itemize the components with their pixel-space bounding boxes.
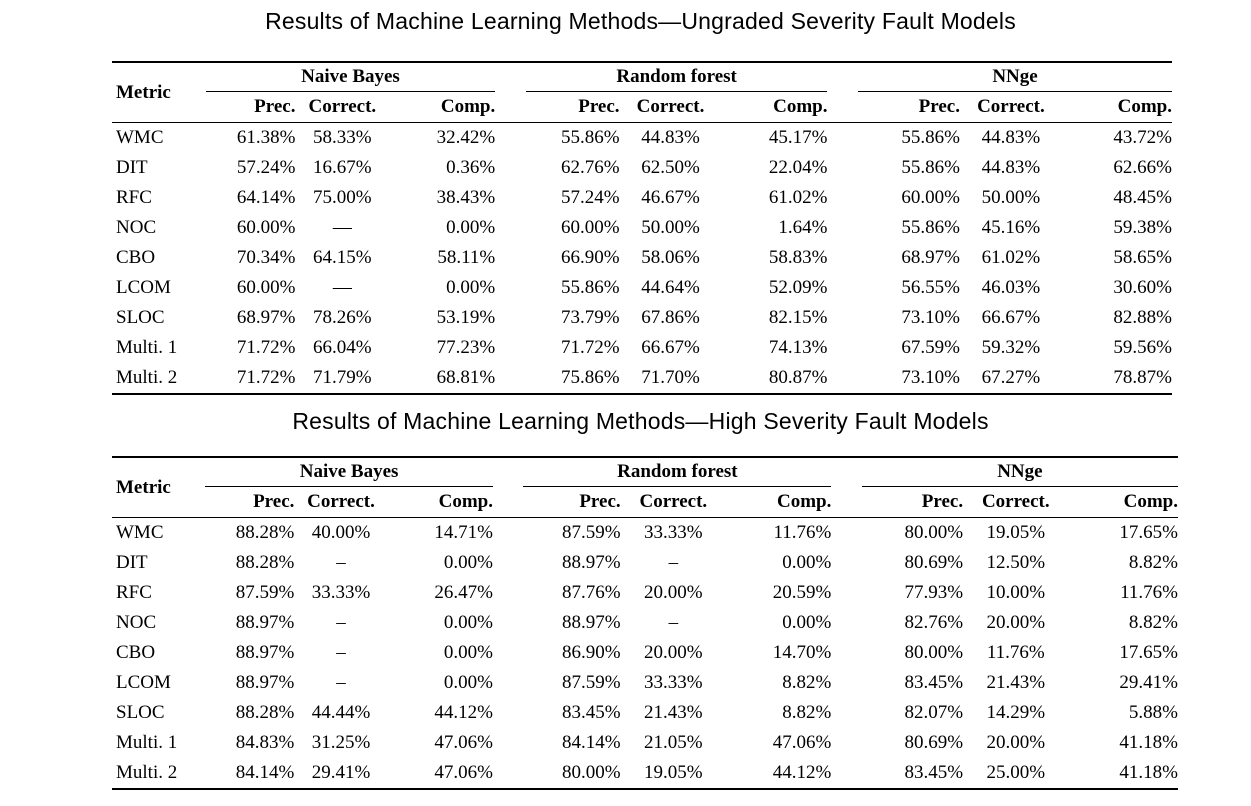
cell-rf-comp: 74.13% [768, 337, 828, 358]
high-severity-results-table [112, 456, 1178, 790]
cell-nb-comp: 68.81% [389, 363, 495, 394]
cell-nb-comp: 26.47% [434, 582, 493, 603]
cell-nnge-prec: 80.69% [904, 552, 964, 573]
cell-nb-correct: 75.00% [313, 187, 372, 208]
metric-name: SLOC [116, 702, 165, 723]
table-row [112, 243, 1172, 273]
cell-nnge-comp: 62.66% [1113, 157, 1172, 178]
cell-rf-comp: 45.17% [768, 127, 828, 148]
cell-nb-comp: 0.00% [443, 642, 493, 663]
cell-rf-correct: 21.43% [644, 702, 703, 723]
table-row [112, 183, 1172, 213]
cell-nnge-comp: 41.18% [1068, 758, 1178, 789]
cell-nb-comp: 14.71% [434, 522, 493, 543]
cell-rf-prec: 88.97% [562, 612, 621, 633]
cell-nnge-prec: 55.86% [901, 127, 960, 148]
cell-rf-prec: 62.76% [560, 157, 620, 178]
cell-rf-prec: 55.86% [560, 277, 620, 298]
subheader-correct: Correct. [621, 487, 726, 518]
cell-nnge-comp: 78.87% [1062, 363, 1172, 394]
cell-nnge-prec: 73.10% [901, 307, 960, 328]
cell-rf-correct: 67.86% [641, 307, 700, 328]
table1-title: Results of Machine Learning Methods—Ungraded Severity Fault Models [265, 8, 1016, 34]
cell-nb-comp: 0.00% [446, 277, 496, 298]
cell-nb-prec: 84.14% [205, 758, 294, 789]
cell-nb-comp: 44.12% [434, 702, 493, 723]
cell-nnge-prec: 82.07% [904, 702, 964, 723]
cell-rf-prec: 84.14% [562, 732, 621, 753]
table-row [112, 728, 1178, 758]
cell-nnge-comp: 17.65% [1119, 642, 1178, 663]
cell-nnge-prec: 77.93% [904, 582, 964, 603]
cell-nnge-prec: 68.97% [901, 247, 960, 268]
cell-nnge-correct: 61.02% [981, 247, 1041, 268]
cell-rf-comp: 11.76% [773, 522, 832, 543]
cell-nb-prec: 71.72% [236, 337, 296, 358]
cell-nb-correct: 44.44% [311, 702, 371, 723]
cell-rf-correct: – [668, 612, 679, 633]
cell-rf-comp: 0.00% [782, 552, 832, 573]
subheader-comp: Comp. [721, 92, 827, 123]
cell-nnge-correct: 44.83% [981, 157, 1041, 178]
cell-nb-correct: 78.26% [313, 307, 372, 328]
cell-rf-comp: 1.64% [778, 217, 828, 238]
cell-nb-prec: 70.34% [236, 247, 296, 268]
metric-name: Multi. 2 [112, 758, 205, 789]
cell-rf-prec: 86.90% [562, 642, 621, 663]
cell-nb-correct: – [336, 642, 346, 663]
cell-rf-prec: 88.97% [562, 552, 621, 573]
cell-nb-prec: 88.28% [235, 702, 295, 723]
cell-rf-correct: 33.33% [644, 522, 703, 543]
cell-nb-prec: 64.14% [236, 187, 296, 208]
cell-nb-prec: 60.00% [236, 277, 296, 298]
subheader-prec: Prec. [205, 487, 294, 518]
cell-nnge-prec: 56.55% [901, 277, 960, 298]
cell-rf-prec: 87.59% [562, 672, 621, 693]
metric-name: Multi. 2 [112, 363, 206, 394]
cell-nnge-prec: 73.10% [858, 363, 960, 394]
cell-rf-prec: 66.90% [560, 247, 620, 268]
cell-nb-comp: 32.42% [436, 127, 496, 148]
cell-rf-correct: 19.05% [621, 758, 726, 789]
group-header-random-forest: Random forest [523, 457, 831, 487]
cell-rf-comp: 47.06% [772, 732, 832, 753]
cell-nnge-prec: 55.86% [901, 157, 960, 178]
cell-nnge-comp: 8.82% [1128, 552, 1178, 573]
cell-nb-correct: 16.67% [313, 157, 372, 178]
metric-name: CBO [116, 642, 156, 663]
cell-nnge-comp: 17.65% [1119, 522, 1178, 543]
cell-nnge-comp: 29.41% [1119, 672, 1178, 693]
cell-nb-prec: 88.97% [235, 672, 295, 693]
cell-rf-comp: 58.83% [768, 247, 828, 268]
cell-nb-comp: 47.06% [434, 732, 493, 753]
metric-name: Multi. 1 [116, 732, 178, 753]
cell-rf-prec: 71.72% [560, 337, 620, 358]
cell-nnge-prec: 83.45% [904, 672, 964, 693]
cell-nb-prec: 60.00% [236, 217, 296, 238]
cell-rf-prec: 80.00% [523, 758, 620, 789]
subheader-prec: Prec. [858, 92, 960, 123]
cell-nnge-prec: 67.59% [901, 337, 960, 358]
metric-name: Multi. 1 [116, 337, 178, 358]
cell-nnge-correct: 66.67% [981, 307, 1041, 328]
group-header-random-forest: Random forest [526, 62, 828, 92]
cell-nnge-prec: 80.00% [904, 522, 964, 543]
table-row [112, 518, 1178, 549]
cell-rf-comp: 8.82% [782, 672, 832, 693]
cell-rf-correct: 20.00% [644, 642, 703, 663]
cell-nb-correct: – [336, 552, 346, 573]
group-header-nnge: NNge [862, 457, 1178, 487]
cell-rf-correct: 71.70% [620, 363, 722, 394]
metric-header: Metric [112, 457, 205, 518]
cell-nnge-prec: 83.45% [862, 758, 963, 789]
cell-nnge-comp: 48.45% [1113, 187, 1172, 208]
cell-nnge-correct: 50.00% [981, 187, 1041, 208]
table-row [112, 548, 1178, 578]
cell-nnge-comp: 59.56% [1113, 337, 1172, 358]
cell-nnge-correct: 67.27% [960, 363, 1062, 394]
cell-rf-comp: 8.82% [782, 702, 832, 723]
metric-name: DIT [116, 552, 148, 573]
cell-rf-comp: 0.00% [782, 612, 832, 633]
cell-nb-correct: 29.41% [294, 758, 387, 789]
cell-nb-prec: 71.72% [206, 363, 296, 394]
cell-nb-comp: 0.36% [446, 157, 496, 178]
cell-rf-comp: 44.12% [726, 758, 831, 789]
cell-nnge-comp: 43.72% [1113, 127, 1172, 148]
cell-nnge-comp: 41.18% [1119, 732, 1178, 753]
cell-nb-prec: 61.38% [236, 127, 296, 148]
cell-nb-correct: 33.33% [311, 582, 371, 603]
cell-nnge-correct: 12.50% [986, 552, 1046, 573]
cell-nnge-comp: 5.88% [1128, 702, 1178, 723]
cell-nnge-comp: 8.82% [1128, 612, 1178, 633]
metric-name: WMC [116, 127, 164, 148]
cell-nnge-comp: 11.76% [1120, 582, 1178, 603]
cell-nnge-correct: 20.00% [986, 612, 1046, 633]
cell-rf-comp: 52.09% [768, 277, 828, 298]
cell-nnge-correct: 59.32% [981, 337, 1041, 358]
cell-nnge-correct: 25.00% [963, 758, 1068, 789]
cell-nnge-prec: 82.76% [904, 612, 964, 633]
cell-rf-correct: 44.83% [641, 127, 700, 148]
cell-rf-correct: 20.00% [644, 582, 703, 603]
cell-rf-comp: 82.15% [768, 307, 828, 328]
subheader-correct: Correct. [963, 487, 1068, 518]
metric-name: LCOM [116, 277, 171, 298]
subheader-comp: Comp. [726, 487, 831, 518]
table-row [112, 638, 1178, 668]
cell-nnge-comp: 58.65% [1113, 247, 1172, 268]
cell-rf-prec: 55.86% [560, 127, 620, 148]
subheader-comp: Comp. [388, 487, 493, 518]
table2-title: Results of Machine Learning Methods—High Severity Fault Models [292, 408, 989, 434]
subheader-prec: Prec. [526, 92, 620, 123]
table-row [112, 273, 1172, 303]
cell-nb-prec: 68.97% [236, 307, 296, 328]
cell-rf-correct: 46.67% [641, 187, 700, 208]
cell-nnge-correct: 14.29% [986, 702, 1046, 723]
cell-nb-prec: 87.59% [235, 582, 295, 603]
cell-nnge-correct: 20.00% [986, 732, 1046, 753]
cell-nnge-comp: 30.60% [1113, 277, 1172, 298]
metric-name: NOC [116, 612, 157, 633]
cell-nnge-prec: 80.00% [904, 642, 964, 663]
cell-nb-comp: 0.00% [443, 672, 493, 693]
cell-nnge-correct: 46.03% [981, 277, 1041, 298]
cell-nnge-correct: 19.05% [986, 522, 1046, 543]
metric-name: RFC [116, 582, 152, 603]
cell-nb-comp: 38.43% [436, 187, 496, 208]
cell-nnge-correct: 44.83% [981, 127, 1041, 148]
table-row [112, 608, 1178, 638]
cell-rf-correct: 66.67% [641, 337, 700, 358]
cell-rf-correct: 44.64% [641, 277, 700, 298]
cell-nb-comp: 0.00% [443, 552, 493, 573]
cell-rf-prec: 57.24% [560, 187, 620, 208]
cell-nb-correct: 40.00% [311, 522, 371, 543]
cell-rf-comp: 80.87% [721, 363, 827, 394]
cell-nb-prec: 88.28% [235, 552, 295, 573]
cell-nnge-comp: 59.38% [1113, 217, 1172, 238]
cell-nb-comp: 53.19% [436, 307, 496, 328]
metric-name: LCOM [116, 672, 171, 693]
cell-nnge-correct: 10.00% [986, 582, 1046, 603]
subheader-correct: Correct. [620, 92, 722, 123]
cell-nb-correct: 66.04% [313, 337, 372, 358]
table-row [112, 698, 1178, 728]
cell-rf-prec: 83.45% [562, 702, 621, 723]
table-row [112, 213, 1172, 243]
cell-rf-correct: 58.06% [641, 247, 700, 268]
cell-nb-correct: – [336, 612, 346, 633]
cell-nb-prec: 88.97% [235, 642, 295, 663]
cell-nnge-comp: 82.88% [1113, 307, 1172, 328]
cell-rf-correct: 50.00% [641, 217, 700, 238]
metric-name: DIT [116, 157, 148, 178]
cell-nb-correct: 58.33% [313, 127, 372, 148]
cell-nb-correct: — [332, 277, 352, 298]
cell-nb-prec: 57.24% [236, 157, 296, 178]
table-row [112, 758, 1178, 789]
cell-nb-prec: 84.83% [235, 732, 295, 753]
cell-nb-comp: 47.06% [388, 758, 493, 789]
cell-rf-comp: 22.04% [768, 157, 828, 178]
cell-nb-correct: 31.25% [311, 732, 371, 753]
ungraded-severity-results-table [112, 61, 1172, 395]
metric-name: NOC [116, 217, 157, 238]
cell-nb-prec: 88.97% [235, 612, 295, 633]
cell-rf-comp: 61.02% [768, 187, 828, 208]
cell-nb-comp: 58.11% [437, 247, 496, 268]
cell-rf-correct: 21.05% [644, 732, 703, 753]
group-header-naive-bayes: Naive Bayes [206, 62, 495, 92]
cell-rf-prec: 60.00% [560, 217, 620, 238]
subheader-comp: Comp. [1068, 487, 1178, 518]
cell-rf-prec: 73.79% [560, 307, 620, 328]
cell-rf-prec: 87.76% [562, 582, 621, 603]
cell-nnge-correct: 11.76% [986, 642, 1045, 663]
cell-nnge-prec: 55.86% [901, 217, 960, 238]
cell-nb-correct: — [332, 217, 352, 238]
subheader-correct: Correct. [294, 487, 387, 518]
table-row [112, 363, 1172, 394]
cell-rf-comp: 20.59% [772, 582, 832, 603]
subheader-prec: Prec. [523, 487, 620, 518]
cell-nb-comp: 77.23% [436, 337, 496, 358]
subheader-prec: Prec. [206, 92, 296, 123]
group-header-nnge: NNge [858, 62, 1172, 92]
table-row [112, 668, 1178, 698]
metric-name: RFC [116, 187, 152, 208]
cell-rf-comp: 14.70% [772, 642, 832, 663]
cell-rf-correct: 62.50% [641, 157, 700, 178]
metric-header: Metric [112, 62, 206, 123]
table-row [112, 303, 1172, 333]
cell-nnge-correct: 45.16% [981, 217, 1041, 238]
group-header-naive-bayes: Naive Bayes [205, 457, 493, 487]
table-row [112, 123, 1172, 154]
subheader-correct: Correct. [960, 92, 1062, 123]
subheader-comp: Comp. [389, 92, 495, 123]
cell-rf-prec: 87.59% [562, 522, 621, 543]
cell-nnge-prec: 80.69% [904, 732, 964, 753]
cell-rf-correct: – [668, 552, 679, 573]
table-row [112, 333, 1172, 363]
cell-rf-correct: 33.33% [644, 672, 703, 693]
table-row [112, 153, 1172, 183]
cell-rf-prec: 75.86% [526, 363, 620, 394]
cell-nb-correct: – [336, 672, 346, 693]
cell-nnge-prec: 60.00% [901, 187, 960, 208]
cell-nb-comp: 0.00% [443, 612, 493, 633]
table-row [112, 578, 1178, 608]
cell-nb-comp: 0.00% [446, 217, 496, 238]
subheader-prec: Prec. [862, 487, 963, 518]
subheader-comp: Comp. [1062, 92, 1172, 123]
cell-nnge-correct: 21.43% [986, 672, 1046, 693]
cell-nb-prec: 88.28% [235, 522, 295, 543]
metric-name: CBO [116, 247, 156, 268]
cell-nb-correct: 71.79% [295, 363, 389, 394]
metric-name: WMC [116, 522, 164, 543]
cell-nb-correct: 64.15% [313, 247, 372, 268]
subheader-correct: Correct. [295, 92, 389, 123]
metric-name: SLOC [116, 307, 165, 328]
